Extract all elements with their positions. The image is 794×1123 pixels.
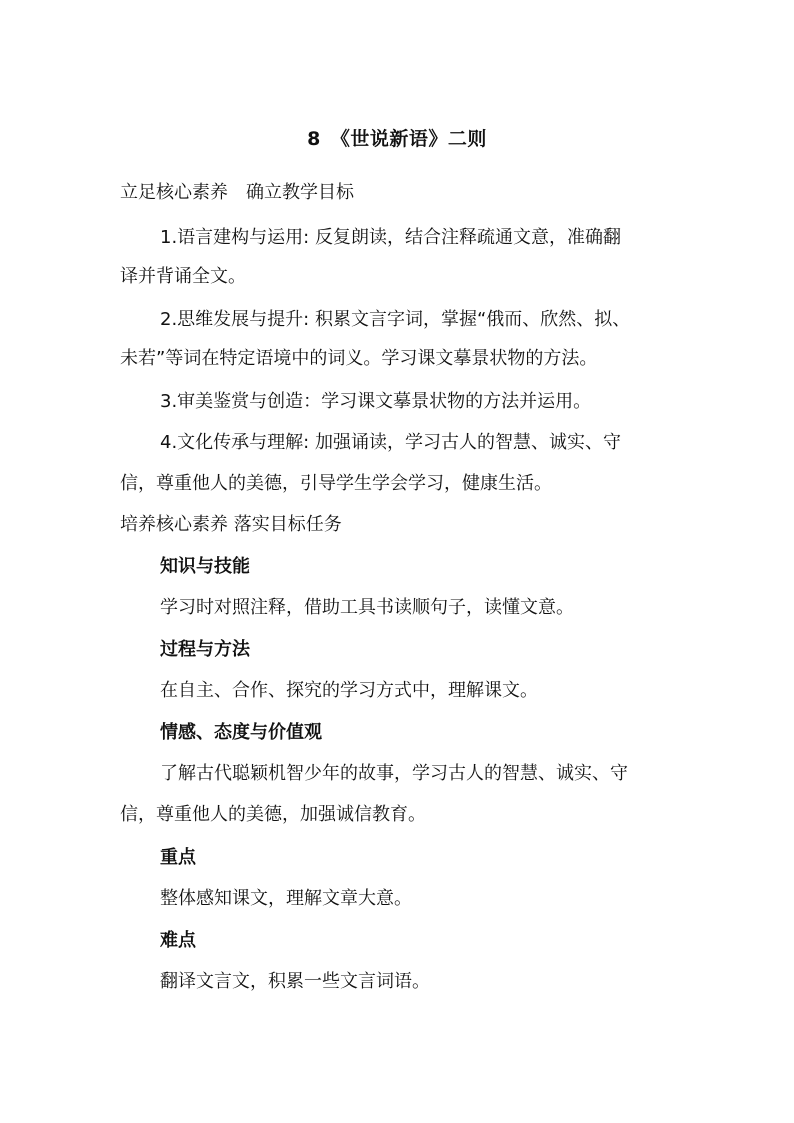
subheading-knowledge: 知识与技能 — [160, 556, 250, 577]
document-title: 8 《世说新语》二则 — [307, 128, 487, 150]
process-text: 在自主、合作、探究的学习方式中，理解课文。 — [160, 680, 538, 701]
goal-1-line-1: 1.语言建构与运用: 反复朗读，结合注释疏通文意，准确翻 — [160, 227, 621, 248]
goal-2-line-1: 2.思维发展与提升: 积累文言字词，掌握“俄而、欣然、拟、 — [160, 309, 631, 330]
emotion-text-line-1: 了解古代聪颖机智少年的故事，学习古人的智慧、诚实、守 — [160, 763, 628, 784]
emotion-text-line-2: 信，尊重他人的美德，加强诚信教育。 — [120, 804, 426, 825]
subheading-process: 过程与方法 — [160, 639, 250, 660]
section-heading-tasks: 培养核心素养 落实目标任务 — [120, 514, 342, 535]
difficulty-text: 翻译文言文，积累一些文言词语。 — [160, 971, 430, 992]
section-heading-goals: 立足核心素养 确立教学目标 — [120, 182, 354, 203]
subheading-emotion: 情感、态度与价值观 — [160, 722, 322, 743]
goal-2-line-2: 未若”等词在特定语境中的词义。学习课文摹景状物的方法。 — [120, 348, 598, 369]
goal-3-line-1: 3.审美鉴赏与创造：学习课文摹景状物的方法并运用。 — [160, 391, 592, 412]
goal-4-line-1: 4.文化传承与理解: 加强诵读，学习古人的智慧、诚实、守 — [160, 432, 621, 453]
goal-4-line-2: 信，尊重他人的美德，引导学生学会学习，健康生活。 — [120, 473, 552, 494]
knowledge-text: 学习时对照注释，借助工具书读顺句子，读懂文意。 — [160, 597, 574, 618]
subheading-key-point: 重点 — [160, 847, 196, 868]
subheading-difficulty: 难点 — [160, 930, 196, 951]
goal-1-line-2: 译并背诵全文。 — [120, 266, 246, 287]
key-point-text: 整体感知课文，理解文章大意。 — [160, 888, 412, 909]
